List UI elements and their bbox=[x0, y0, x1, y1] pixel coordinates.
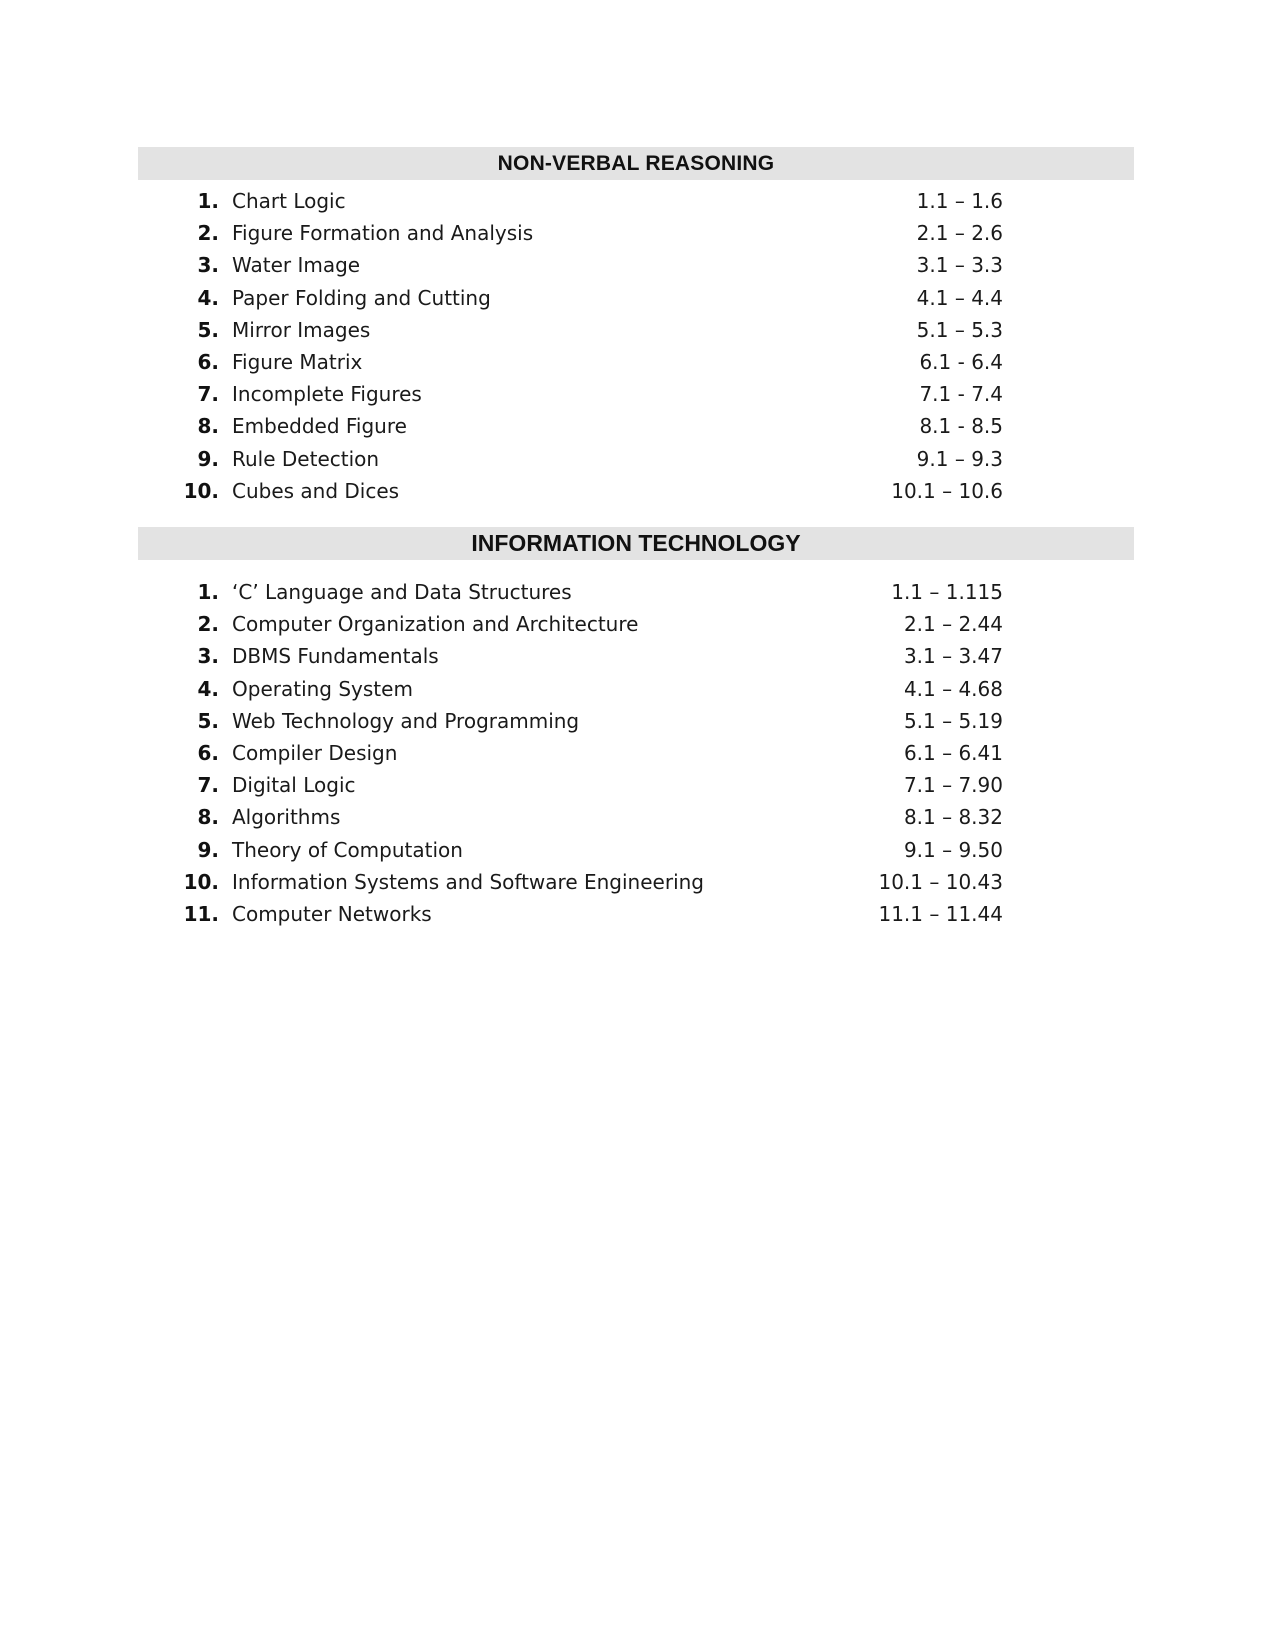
toc-entry bbox=[138, 185, 1134, 217]
entry-number: 5. bbox=[197, 708, 219, 733]
entry-title: Algorithms bbox=[232, 805, 341, 830]
entry-page-range: 5.1 – 5.19 bbox=[903, 708, 1003, 733]
entry-page-range: 1.1 – 1.115 bbox=[891, 580, 1003, 604]
entry-page-range: 8.1 – 8.32 bbox=[903, 805, 1003, 830]
toc-entry bbox=[138, 378, 1134, 410]
toc-entry bbox=[138, 249, 1134, 281]
entry-title: Embedded Figure bbox=[232, 414, 407, 439]
entry-title: Theory of Computation bbox=[232, 837, 463, 862]
toc-list bbox=[138, 185, 1134, 507]
entry-page-range: 5.1 – 5.3 bbox=[916, 317, 1003, 342]
entry-page-range: 4.1 – 4.4 bbox=[916, 285, 1003, 310]
toc-entry bbox=[138, 673, 1134, 705]
toc-entry bbox=[138, 475, 1134, 507]
entry-title: Rule Detection bbox=[232, 446, 380, 471]
entry-number: 3. bbox=[197, 644, 219, 669]
entry-number: 2. bbox=[197, 612, 219, 637]
entry-number: 4. bbox=[197, 285, 219, 310]
entry-title: Digital Logic bbox=[232, 773, 356, 798]
entry-title: Figure Formation and Analysis bbox=[232, 221, 534, 246]
entry-page-range: 10.1 – 10.43 bbox=[878, 869, 1003, 894]
entry-title: Web Technology and Programming bbox=[232, 708, 580, 733]
section-non-verbal-reasoning bbox=[138, 147, 1134, 507]
entry-number: 8. bbox=[197, 805, 219, 830]
entry-title: Operating System bbox=[232, 676, 413, 701]
entry-number: 11. bbox=[183, 901, 219, 926]
entry-page-range: 6.1 – 6.41 bbox=[903, 740, 1003, 765]
entry-number: 6. bbox=[197, 740, 219, 765]
toc-entry bbox=[138, 282, 1134, 314]
entry-page-range: 11.1 – 11.44 bbox=[878, 901, 1003, 926]
entry-title: Cubes and Dices bbox=[232, 478, 400, 503]
entry-page-range: 8.1 - 8.5 bbox=[919, 414, 1003, 439]
entry-title: Water Image bbox=[232, 253, 361, 278]
toc-entry bbox=[138, 737, 1134, 769]
toc-list bbox=[138, 576, 1134, 930]
toc-entry bbox=[138, 410, 1134, 442]
entry-page-range: 6.1 - 6.4 bbox=[919, 349, 1003, 374]
toc-entry bbox=[138, 834, 1134, 866]
entry-title: ‘C’ Language and Data Structures bbox=[232, 580, 572, 604]
toc-entry bbox=[138, 576, 1134, 608]
entry-page-range: 2.1 – 2.6 bbox=[916, 221, 1003, 246]
entry-page-range: 4.1 – 4.68 bbox=[903, 676, 1003, 701]
entry-page-range: 9.1 – 9.50 bbox=[903, 837, 1003, 862]
section-information-technology bbox=[138, 527, 1134, 930]
toc-entry bbox=[138, 640, 1134, 672]
entry-title: Compiler Design bbox=[232, 740, 398, 765]
entry-number: 1. bbox=[197, 189, 219, 213]
entry-number: 5. bbox=[197, 317, 219, 342]
entry-page-range: 3.1 – 3.47 bbox=[903, 644, 1003, 669]
entry-number: 8. bbox=[197, 414, 219, 439]
entry-number: 7. bbox=[197, 382, 219, 407]
toc-entry bbox=[138, 801, 1134, 833]
entry-title: Figure Matrix bbox=[232, 349, 363, 374]
entry-number: 1. bbox=[197, 580, 219, 604]
toc-entry bbox=[138, 898, 1134, 930]
toc-entry bbox=[138, 314, 1134, 346]
entry-number: 4. bbox=[197, 676, 219, 701]
entry-title: Paper Folding and Cutting bbox=[232, 285, 491, 310]
entry-number: 2. bbox=[197, 221, 219, 246]
entry-page-range: 7.1 - 7.4 bbox=[919, 382, 1003, 407]
entry-page-range: 3.1 – 3.3 bbox=[916, 253, 1003, 278]
entry-number: 3. bbox=[197, 253, 219, 278]
entry-page-range: 2.1 – 2.44 bbox=[903, 612, 1003, 637]
entry-number: 6. bbox=[197, 349, 219, 374]
toc-entry bbox=[138, 217, 1134, 249]
entry-title: Mirror Images bbox=[232, 317, 371, 342]
entry-title: DBMS Fundamentals bbox=[232, 644, 439, 669]
toc-entry bbox=[138, 866, 1134, 898]
entry-number: 10. bbox=[183, 869, 219, 894]
section-heading: INFORMATION TECHNOLOGY bbox=[138, 527, 1134, 560]
entry-number: 10. bbox=[183, 478, 219, 503]
toc-entry bbox=[138, 443, 1134, 475]
entry-title: Computer Organization and Architecture bbox=[232, 612, 639, 637]
entry-number: 9. bbox=[197, 446, 219, 471]
entry-page-range: 9.1 – 9.3 bbox=[916, 446, 1003, 471]
entry-title: Chart Logic bbox=[232, 189, 346, 213]
entry-title: Incomplete Figures bbox=[232, 382, 422, 407]
entry-number: 7. bbox=[197, 773, 219, 798]
entry-number: 9. bbox=[197, 837, 219, 862]
toc-entry bbox=[138, 608, 1134, 640]
entry-title: Information Systems and Software Engineering bbox=[232, 869, 704, 894]
toc-entry bbox=[138, 346, 1134, 378]
section-heading: NON-VERBAL REASONING bbox=[138, 147, 1134, 180]
entry-page-range: 10.1 – 10.6 bbox=[891, 478, 1003, 503]
toc-entry bbox=[138, 705, 1134, 737]
entry-title: Computer Networks bbox=[232, 901, 432, 926]
entry-page-range: 7.1 – 7.90 bbox=[903, 773, 1003, 798]
toc-entry bbox=[138, 769, 1134, 801]
entry-page-range: 1.1 – 1.6 bbox=[916, 189, 1003, 213]
